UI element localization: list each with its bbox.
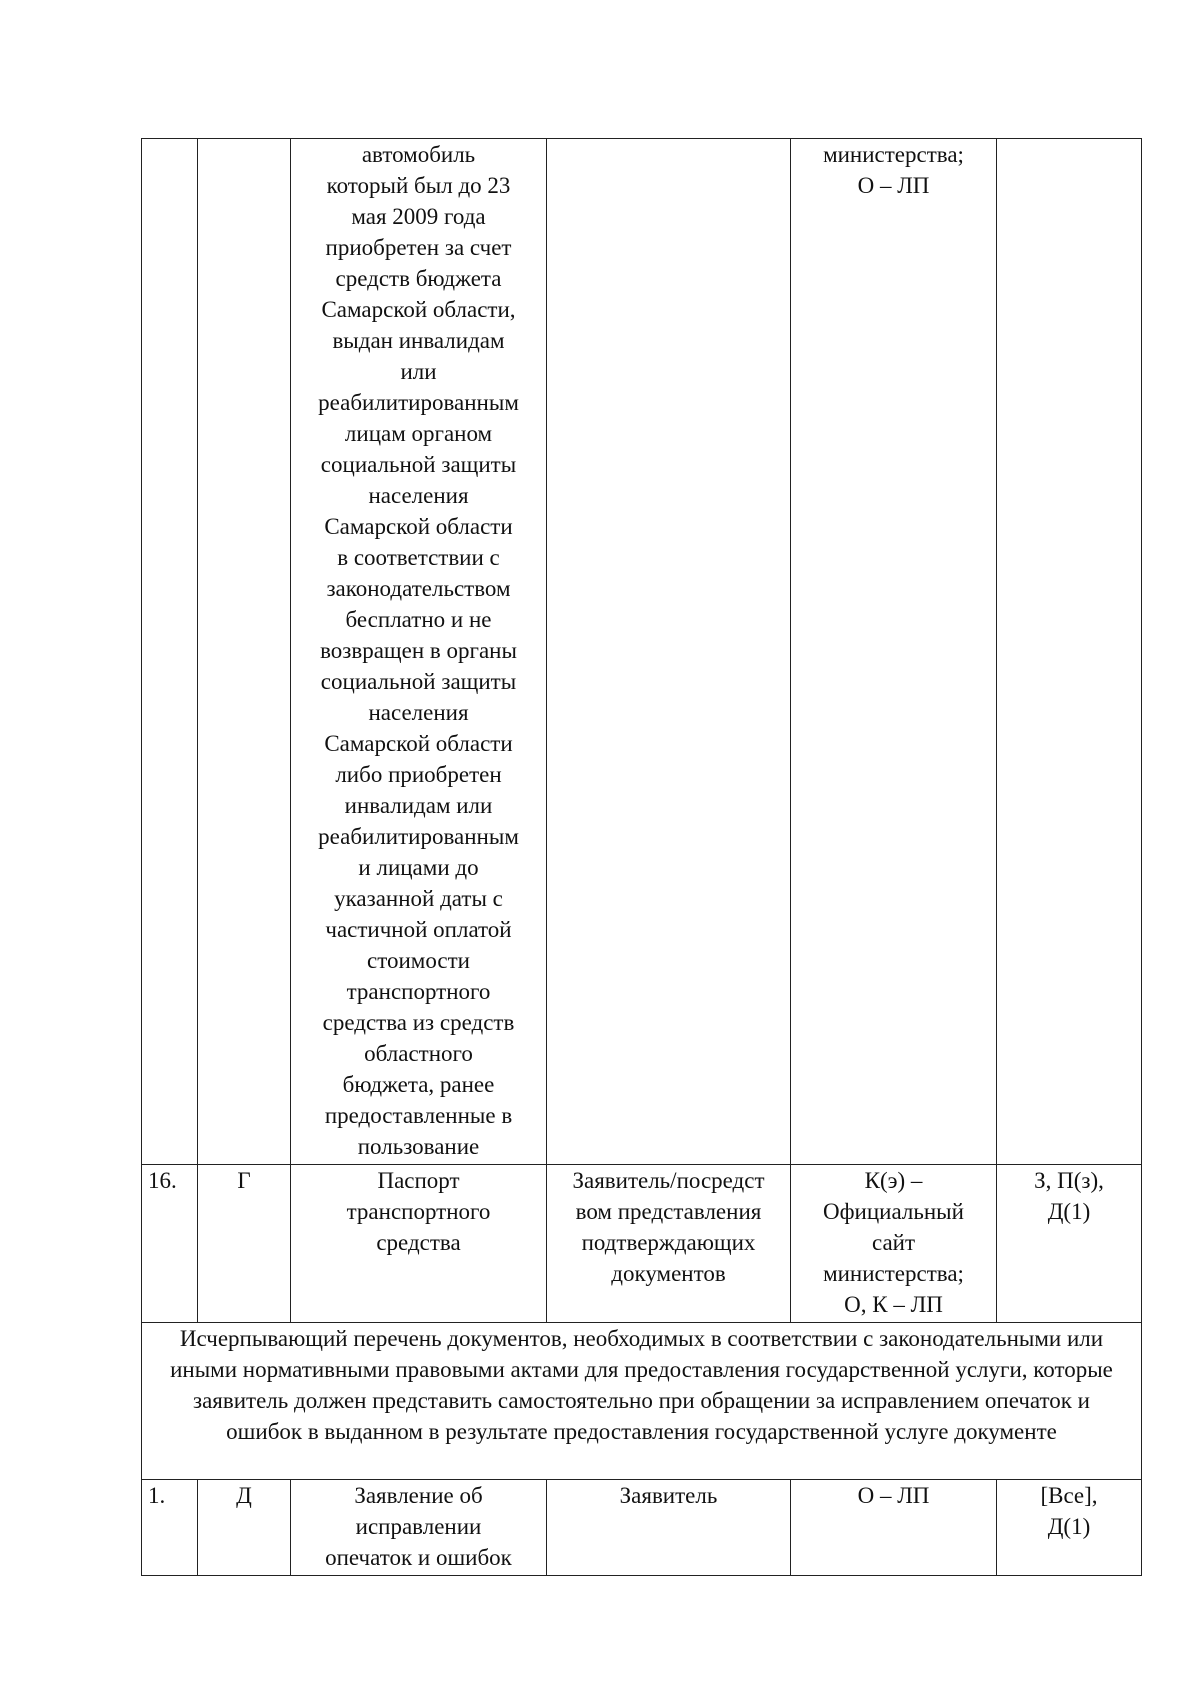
row-letter-cell: Г (198, 1165, 291, 1323)
document-name-cell: Паспорт транспортного средства (291, 1165, 547, 1323)
provider-cell: Заявитель (547, 1480, 791, 1576)
document-name-cell: автомобиль который был до 23 мая 2009 года приобретен за счет средств бюджета Самарской области, выдан инвалидам или реабилитированным лицам органом социальной защиты населения Самарской области в соответствии с законодательством бесплатно и не возвращен в органы социальной защиты населения Самарской области либо приобретен инвалидам или реабилитированным и лицами до указанной даты с частичной оплатой стоимости транспортного средства из средств областного бюджета, ранее предоставленные в пользование (291, 139, 547, 1165)
mark-cell: З, П(з), Д(1) (997, 1165, 1142, 1323)
table-row (142, 1165, 1142, 1323)
channel-cell: О – ЛП (791, 1480, 997, 1576)
channel-cell: К(э) – Официальный сайт министерства; О, К – ЛП (791, 1165, 997, 1323)
table-row (142, 1480, 1142, 1576)
document-name-cell: Заявление об исправлении опечаток и ошибок (291, 1480, 547, 1576)
row-letter-cell: Д (198, 1480, 291, 1576)
channel-cell: министерства; О – ЛП (791, 139, 997, 1165)
section-header-row (142, 1323, 1142, 1480)
row-letter-cell (198, 139, 291, 1165)
row-number-cell (142, 139, 198, 1165)
section-header: Исчерпывающий перечень документов, необходимых в соответствии с законодательными или иными нормативными правовыми актами для предоставления государственной услуги, которые заявитель должен представить самостоятельно при обращении за исправлением опечаток и ошибок в выданном в результате предоставления государственной услуге документе (142, 1323, 1142, 1480)
provider-cell: Заявитель/посредст вом представления подтверждающих документов (547, 1165, 791, 1323)
row-number-cell: 16. (142, 1165, 198, 1323)
mark-cell (997, 139, 1142, 1165)
mark-cell: [Все], Д(1) (997, 1480, 1142, 1576)
row-number-cell: 1. (142, 1480, 198, 1576)
provider-cell (547, 139, 791, 1165)
documents-table (141, 138, 1142, 1576)
table-row (142, 139, 1142, 1165)
